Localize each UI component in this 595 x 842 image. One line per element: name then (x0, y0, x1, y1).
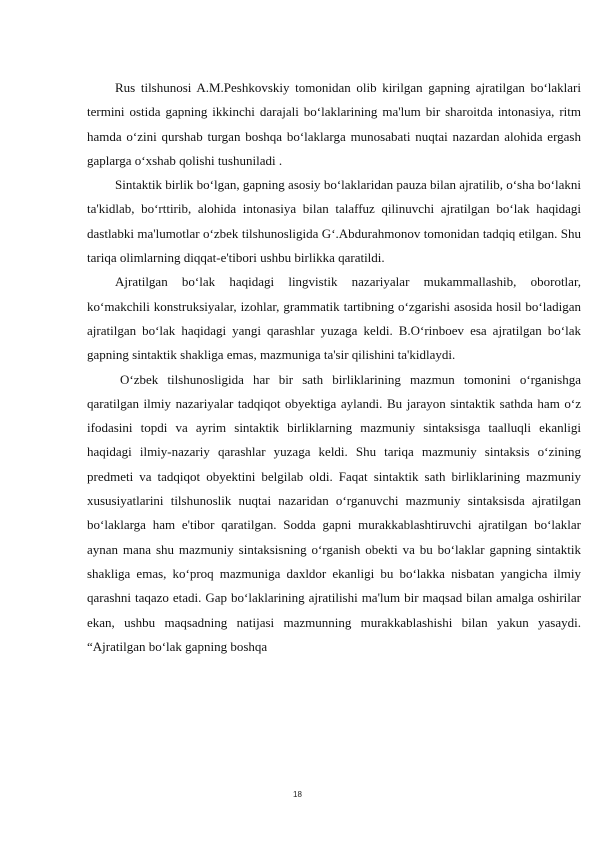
paragraph-1: Rus tilshunosi A.M.Peshkovskiy tomonidan olib kirilgan gapning ajratilgan bo‘laklari termini ostida gapning ikkinchi darajali bo‘laklarining ma'lum bir sharoitda intonasiya, ritm hamda o‘zini qurshab turgan boshqa bo‘laklarga munosabati nuqtai nazardan alohida ergash gaplarga o‘xshab qolishi tushuniladi . (87, 80, 581, 168)
page-number: 18 (293, 790, 302, 799)
paragraph-3: Ajratilgan bo‘lak haqidagi lingvistik nazariyalar mukammallashib, oborotlar, ko‘makchili konstruksiyalar, izohlar, grammatik tartibning o‘zgarishi asosida hosil bo‘ladigan ajratilgan bo‘lak haqidagi yangi qarashlar yuzaga keldi. B.O‘rinboev esa ajratilgan bo‘lak gapning sintaktik shakliga emas, mazmuniga ta'sir qilishini ta'kidlaydi. (87, 274, 581, 363)
paragraph-2: Sintaktik birlik bo‘lgan, gapning asosiy bo‘laklaridan pauza bilan ajratilib, o‘sha bo‘lakni ta'kidlab, bo‘rttirib, alohida intonasiya bilan talaffuz qilinuvchi ajratilgan bo‘lak haqidagi dastlabki ma'lumotlar o‘zbek tilshunosligida G‘.Abdurahmonov tomonidan tadqiq etilgan. Shu tariqa olimlarning diqqat-e'tibori ushbu birlikka qaratildi. (87, 177, 581, 266)
paragraph-4: O‘zbek tilshunosligida har bir sath birliklarining mazmun tomonini o‘rganishga qaratilgan ilmiy nazariyalar tadqiqot obyektiga aylandi. Bu jarayon sintaktik sathda ham o‘z ifodasini topdi va ayrim sintaktik birliklarning mazmuniy sintaksisga taalluqli ekanligi haqidagi ilmiy-nazariy qarashlar yuzaga keldi. Shu tariqa mazmuniy sintaksis o‘zining predmeti va tadqiqot obyektini belgilab oldi. Faqat sintaktik sath birliklarining mazmuniy xususiyatlarini tilshunoslik nuqtai nazaridan o‘rganuvchi mazmuniy sintaksisda ajratilgan bo‘laklarga ham e'tibor qaratilgan. Sodda gapni murakkablashtiruvchi ajratilgan bo‘laklar aynan mana shu mazmuniy sintaksisning o‘rganish obekti va bu bo‘laklar gapning sintaktik shakliga emas, ko‘proq mazmuniga daxldor ekanligi bu bo‘lakka nisbatan yangicha ilmiy qarashni taqazo etadi. Gap bo‘laklarining ajratilishi ma'lum bir maqsad bilan amalga oshirilar ekan, ushbu maqsadning natijasi mazmunning murakkablashishi bilan yakun yasaydi. “Ajratilgan bo‘lak gapning boshqa (87, 371, 581, 654)
body-text (87, 76, 581, 659)
